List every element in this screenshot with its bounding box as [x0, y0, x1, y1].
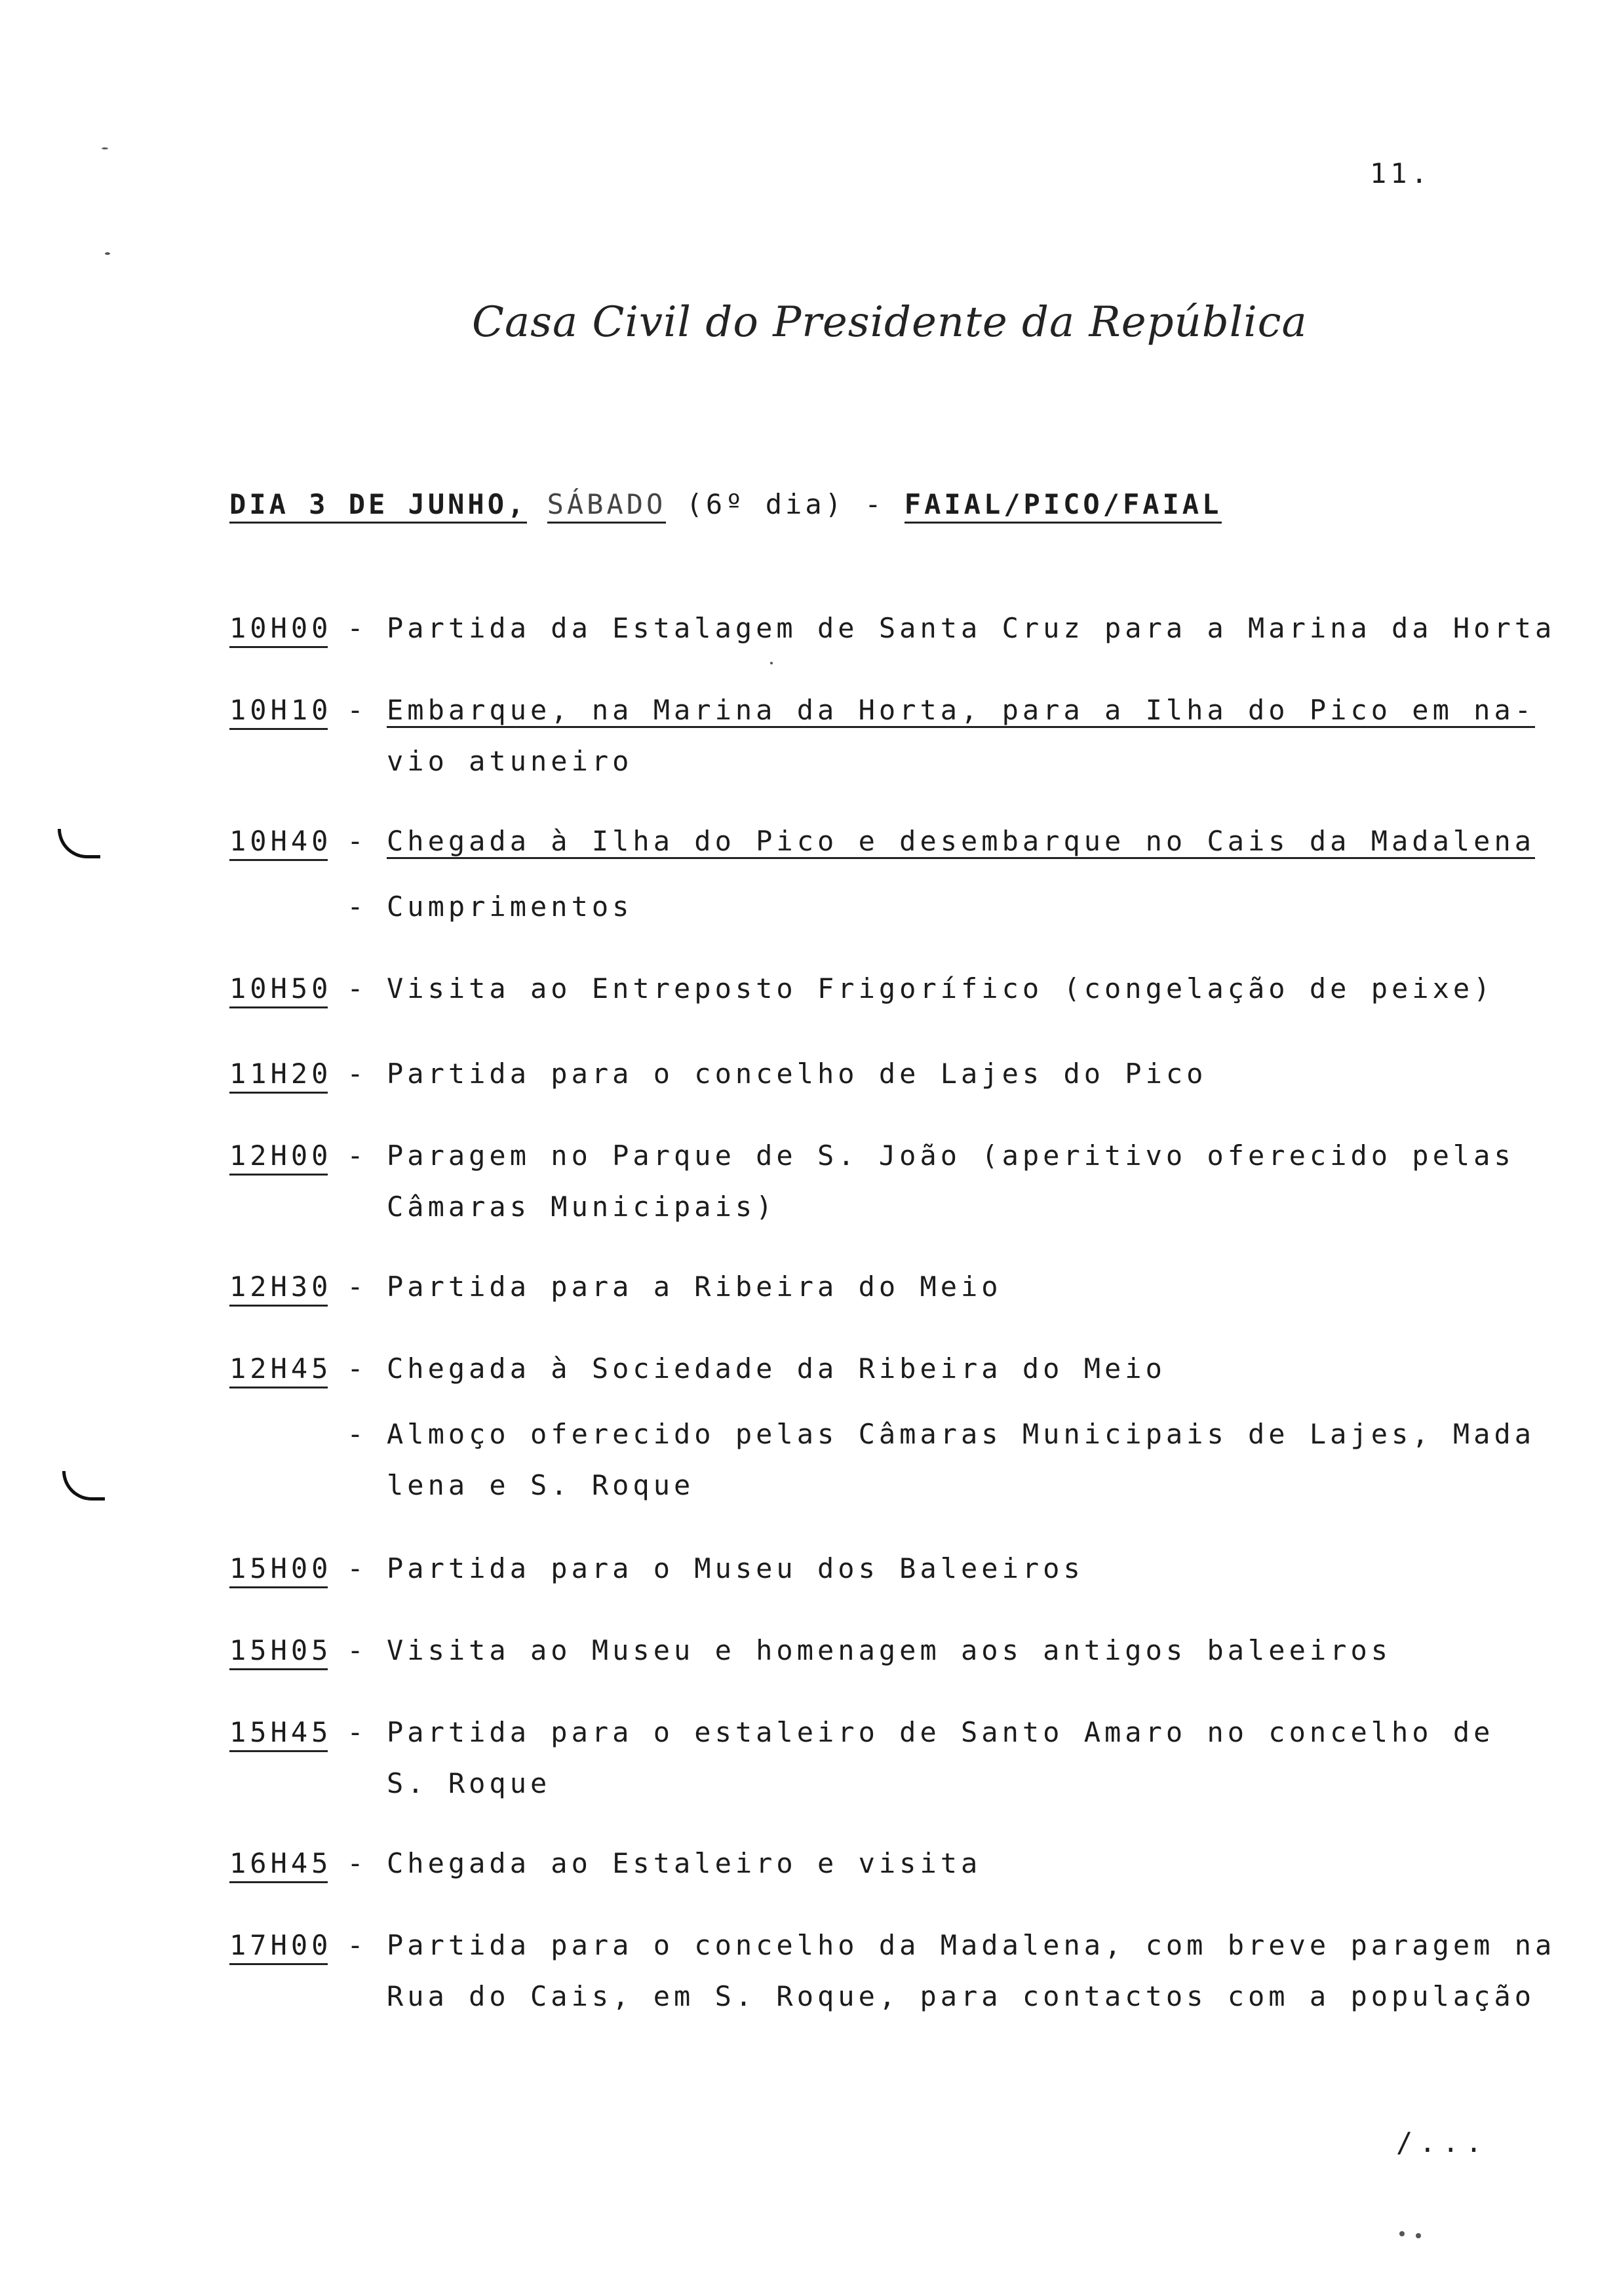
entry-text-continued: Rua do Cais, em S. Roque, para contactos com a população: [387, 1980, 1536, 2012]
entry-text: Chegada à Ilha do Pico e desembarque no Cais da Madalena: [387, 825, 1535, 859]
schedule-entry-1200-cont: [229, 1181, 776, 1233]
entry-time: 12H30: [229, 1269, 328, 1307]
entry-text: Partida para o concelho da Madalena, com breve paragem na: [387, 1929, 1556, 1961]
scan-speck: [102, 147, 108, 149]
binding-mark-icon: [58, 829, 100, 858]
entry-text: Partida para o concelho de Lajes do Pico: [387, 1058, 1207, 1090]
entry-time: 10H40: [229, 824, 328, 861]
schedule-entry-almoco-cont: [229, 1460, 694, 1511]
schedule-entry-1700: 17H00 - Partida para o concelho da Madalena, com breve paragem na: [229, 1920, 1555, 1971]
scan-speck: [1416, 2233, 1421, 2238]
schedule-entry-1645: 16H45 - Chegada ao Estaleiro e visita: [229, 1838, 981, 1889]
schedule-entry-1040: 10H40 - Chegada à Ilha do Pico e desembarque no Cais da Madalena: [229, 816, 1535, 867]
heading-route: FAIAL/PICO/FAIAL: [905, 488, 1222, 524]
schedule-entry-1010-cont: [229, 736, 632, 787]
entry-text-continued: vio atuneiro: [387, 745, 633, 777]
schedule-entry-1200: 12H00 - Paragem no Parque de S. João (aperitivo oferecido pelas: [229, 1130, 1515, 1181]
schedule-entry-1230: 12H30 - Partida para a Ribeira do Meio: [229, 1261, 1002, 1312]
entry-text-continued: lena e S. Roque: [387, 1469, 695, 1501]
entry-text: Chegada à Sociedade da Ribeira do Meio: [387, 1352, 1166, 1385]
schedule-entry-1545-cont: [229, 1758, 551, 1809]
entry-text: Partida para o Museu dos Baleeiros: [387, 1552, 1084, 1584]
schedule-entry-1050: 10H50 - Visita ao Entreposto Frigorífico (congelação de peixe): [229, 963, 1494, 1014]
entry-text: Partida para o estaleiro de Santo Amaro no concelho de: [387, 1716, 1494, 1748]
entry-text: Partida para a Ribeira do Meio: [387, 1271, 1002, 1303]
continuation-marker: /...: [1396, 2126, 1489, 2158]
entry-text: Cumprimentos: [387, 890, 633, 923]
entry-time: 12H45: [229, 1351, 328, 1388]
scan-speck: [1399, 2231, 1405, 2236]
entry-text: Visita ao Museu e homenagem aos antigos baleeiros: [387, 1634, 1392, 1666]
schedule-entry-1245: 12H45 - Chegada à Sociedade da Ribeira do Meio: [229, 1343, 1166, 1394]
heading-ordinal: (6º dia): [686, 488, 845, 520]
entry-text-continued: S. Roque: [387, 1767, 551, 1799]
entry-time: 11H20: [229, 1056, 328, 1094]
schedule-entry-1010: 10H10 - Embarque, na Marina da Horta, para a Ilha do Pico em na-: [229, 685, 1535, 736]
entry-time: 15H45: [229, 1715, 328, 1752]
entry-text-continued: Câmaras Municipais): [387, 1191, 777, 1223]
entry-time: 15H05: [229, 1633, 328, 1670]
letterhead: Casa Civil do Presidente da República: [472, 298, 1308, 347]
entry-text: Partida da Estalagem de Santa Cruz para a Marina da Horta: [387, 612, 1556, 644]
entry-text: Chegada ao Estaleiro e visita: [387, 1847, 982, 1879]
entry-text: Visita ao Entreposto Frigorífico (congelação de peixe): [387, 972, 1494, 1004]
entry-text: Almoço oferecido pelas Câmaras Municipais de Lajes, Mada: [387, 1418, 1536, 1450]
entry-time: 17H00: [229, 1928, 328, 1965]
schedule-entry-1120: 11H20 - Partida para o concelho de Lajes do Pico: [229, 1048, 1207, 1100]
scan-speck: [770, 662, 773, 664]
page-number: 11.: [1370, 157, 1431, 189]
heading-day: DIA 3 DE JUNHO,: [229, 488, 527, 524]
entry-time: 16H45: [229, 1846, 328, 1883]
entry-text: Embarque, na Marina da Horta, para a Ilha do Pico em na-: [387, 694, 1535, 728]
day-heading: [229, 488, 1222, 520]
schedule-entry-almoco: - Almoço oferecido pelas Câmaras Municipais de Lajes, Mada: [347, 1418, 1536, 1450]
binding-mark-icon: [62, 1471, 105, 1501]
entry-time: 15H00: [229, 1551, 328, 1588]
heading-weekday: SÁBADO: [547, 488, 667, 524]
schedule-entry-1700-cont: [229, 1971, 1535, 2022]
schedule-entry-1545: 15H45 - Partida para o estaleiro de Santo Amaro no concelho de: [229, 1707, 1494, 1758]
schedule-entry-cumprimentos: - Cumprimentos: [347, 890, 633, 923]
entry-text: Paragem no Parque de S. João (aperitivo oferecido pelas: [387, 1139, 1515, 1172]
schedule-entry-1505: 15H05 - Visita ao Museu e homenagem aos antigos baleeiros: [229, 1625, 1391, 1676]
entry-time: 10H00: [229, 611, 328, 648]
heading-separator: -: [865, 488, 885, 520]
entry-time: 10H50: [229, 971, 328, 1008]
scan-speck: [105, 252, 110, 255]
entry-time: 10H10: [229, 693, 328, 730]
schedule-entry-1500: 15H00 - Partida para o Museu dos Baleeiros: [229, 1543, 1084, 1594]
entry-time: 12H00: [229, 1138, 328, 1176]
schedule-entry-1000: 10H00 - Partida da Estalagem de Santa Cruz para a Marina da Horta: [229, 603, 1555, 654]
